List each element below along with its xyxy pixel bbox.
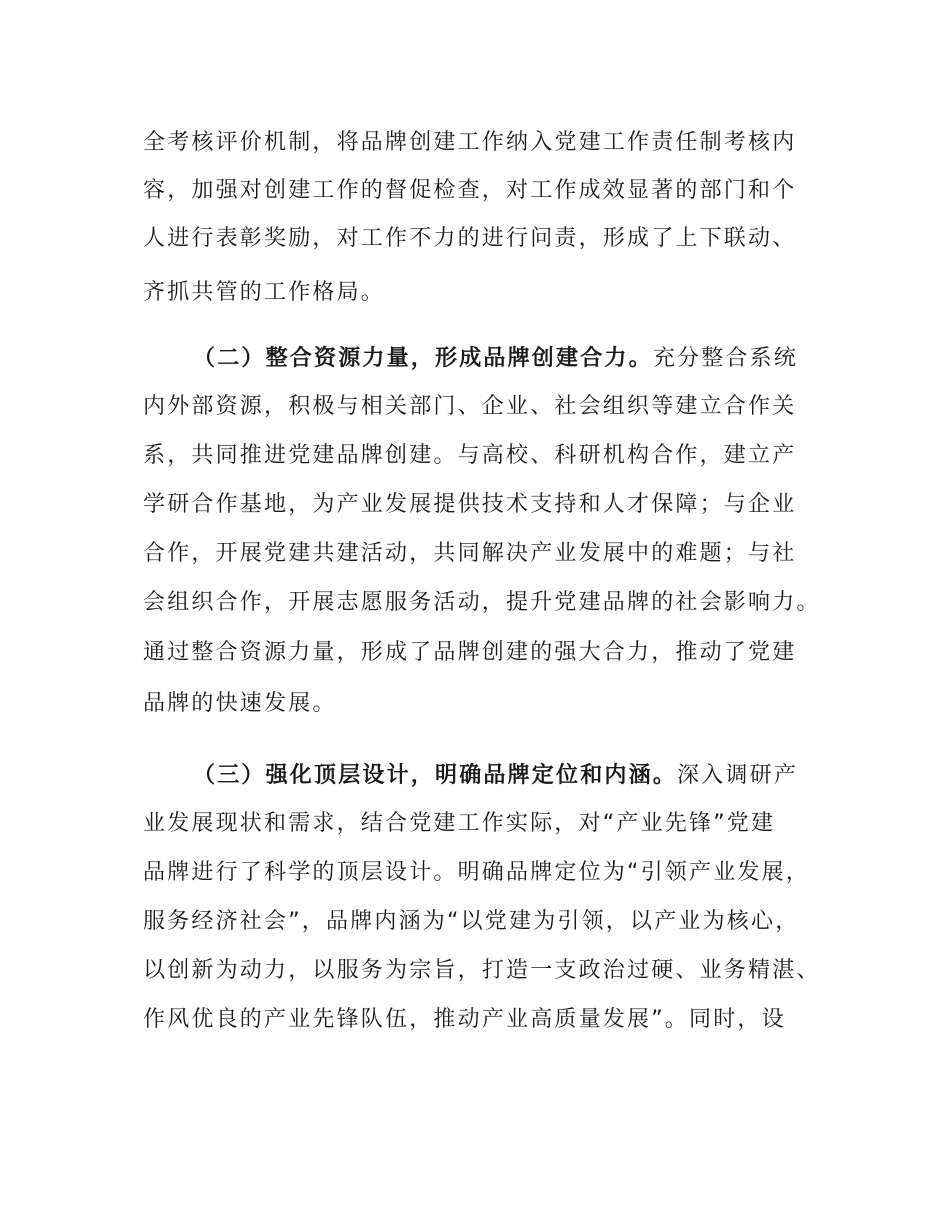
paragraph-line: 全考核评价机制，将品牌创建工作纳入党建工作责任制考核内 bbox=[143, 130, 797, 155]
paragraph-text: 充分整合系统 bbox=[652, 346, 799, 371]
paragraph-line: 容，加强对创建工作的督促检查，对工作成效显著的部门和个 bbox=[143, 178, 797, 203]
paragraph-first-line bbox=[193, 756, 798, 796]
paragraph-line: 学研合作基地，为产业发展提供技术支持和人才保障；与企业 bbox=[143, 492, 797, 517]
section-heading: （三）强化顶层设计，明确品牌定位和内涵。 bbox=[193, 763, 678, 788]
paragraph-first-line bbox=[193, 339, 798, 379]
paragraph-line: 内外部资源，积极与相关部门、企业、社会组织等建立合作关 bbox=[143, 394, 797, 419]
paragraph-line: 服务经济社会”，品牌内涵为“以党建为引领，以产业为核心， bbox=[143, 909, 800, 934]
paragraph-line: 合作，开展党建共建活动，共同解决产业发展中的难题；与社 bbox=[143, 541, 797, 566]
paragraph-line: 会组织合作，开展志愿服务活动，提升党建品牌的社会影响力。 bbox=[143, 590, 821, 615]
section-heading: （二）整合资源力量，形成品牌创建合力。 bbox=[193, 346, 653, 371]
paragraph-line: 齐抓共管的工作格局。 bbox=[143, 280, 386, 305]
paragraph-line: 品牌进行了科学的顶层设计。明确品牌定位为“引领产业发展， bbox=[143, 860, 810, 885]
paragraph-line: 系，共同推进党建品牌创建。与高校、科研机构合作，建立产 bbox=[143, 443, 797, 468]
paragraph-line: 通过整合资源力量，形成了品牌创建的强大合力，推动了党建 bbox=[143, 640, 797, 665]
paragraph-line: 人进行表彰奖励，对工作不力的进行问责，形成了上下联动、 bbox=[143, 226, 797, 251]
paragraph-line: 以创新为动力，以服务为宗旨，打造一支政治过硬、业务精湛、 bbox=[143, 958, 821, 983]
paragraph-line: 品牌的快速发展。 bbox=[143, 691, 337, 716]
paragraph-line: 业发展现状和需求，结合党建工作实际，对“产业先锋”党建 bbox=[143, 811, 776, 836]
paragraph-text: 深入调研产 bbox=[677, 763, 799, 788]
paragraph-line: 作风优良的产业先锋队伍，推动产业高质量发展”。同时，设 bbox=[143, 1007, 786, 1032]
